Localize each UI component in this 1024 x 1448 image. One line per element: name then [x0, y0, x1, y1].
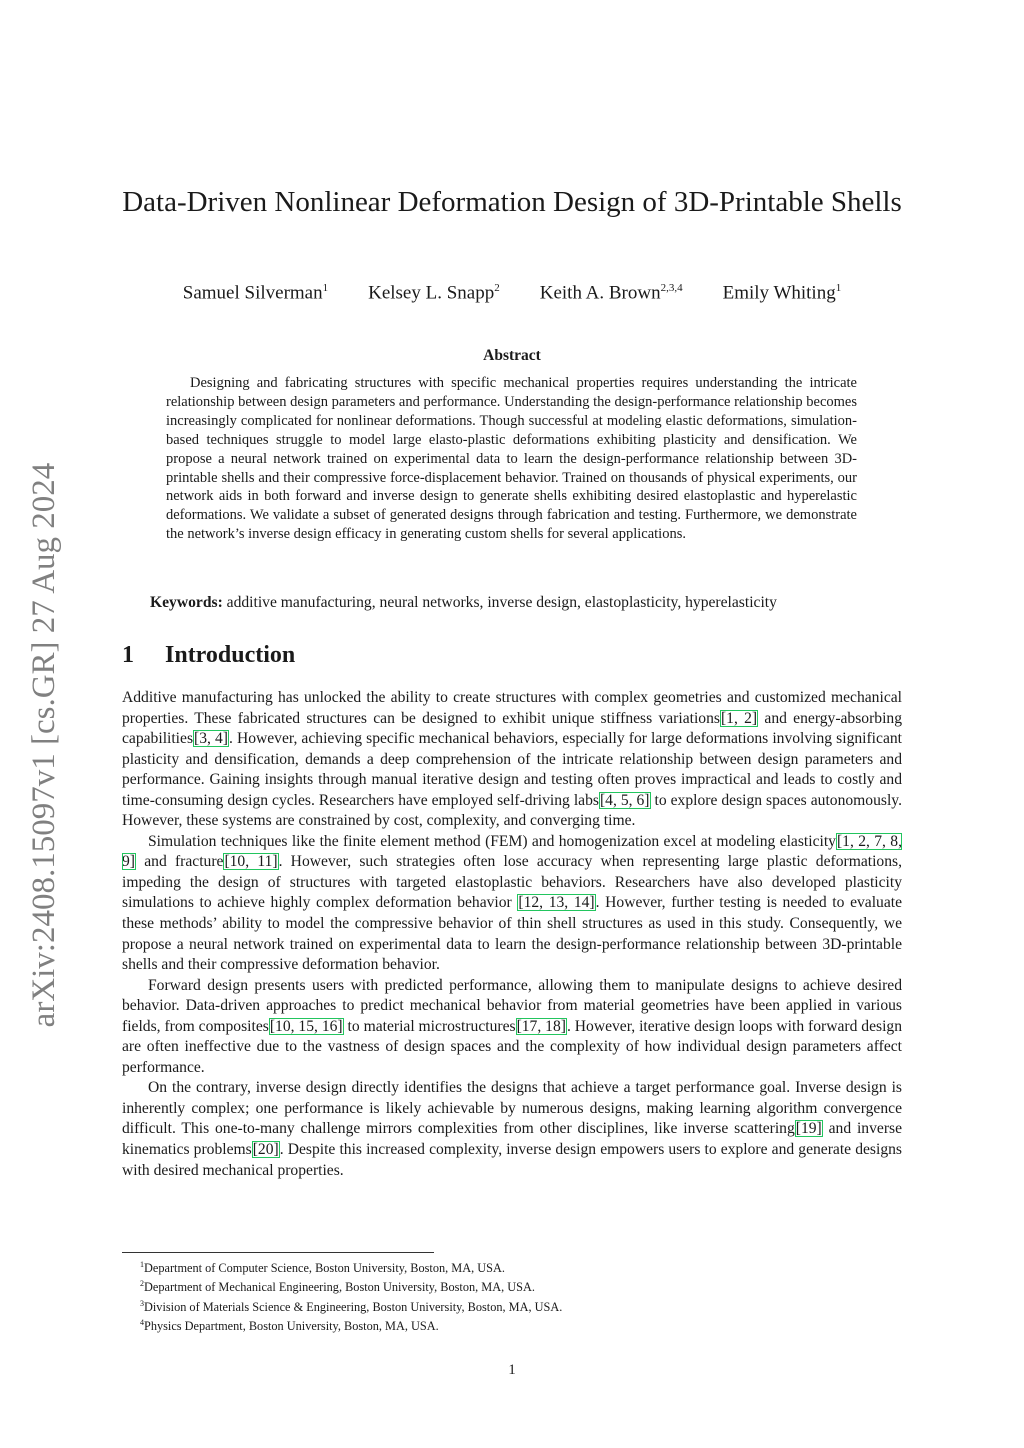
- text-run: . Despite this increased complexity, inverse design empowers users to explore and generate designs with desired mechanical properties.: [122, 1141, 902, 1179]
- author: [183, 282, 328, 304]
- citation-link[interactable]: [1, 2, 7, 8, 9]: [122, 832, 903, 871]
- author: [723, 282, 842, 304]
- text-run: and inverse kinematics problems: [122, 1120, 903, 1159]
- text-run: . However, iterative design loops with forward design are often ineffective due to the vastness of design spaces and the complexity of how individual design parameters affect performance.: [122, 1017, 903, 1076]
- footnote-text: Physics Department, Boston University, Boston, MA, USA.: [144, 1319, 439, 1334]
- keywords-text: additive manufacturing, neural networks, inverse design, elastoplasticity, hyperelasticity: [226, 594, 777, 611]
- paper-title: Data-Driven Nonlinear Deformation Design of 3D-Printable Shells: [122, 186, 902, 218]
- citation-link[interactable]: [10, 11]: [224, 853, 278, 871]
- footnote-text: Division of Materials Science & Engineering, Boston University, Boston, MA, USA.: [144, 1299, 563, 1314]
- text-run: and energy-absorbing capabilities: [122, 709, 903, 748]
- author-name: Emily Whiting: [722, 282, 836, 304]
- author-affiliation-mark: 1: [835, 282, 842, 294]
- footnote-divider: [122, 1252, 434, 1253]
- keywords: [150, 594, 910, 612]
- section-title: Introduction: [165, 642, 296, 668]
- paragraph: [122, 976, 902, 1079]
- author-name: Samuel Silverman: [182, 282, 323, 304]
- citation-link[interactable]: [12, 13, 14]: [518, 894, 595, 912]
- arxiv-identifier-stamp: arXiv:2408.15097v1 [cs.GR] 27 Aug 2024: [26, 462, 62, 1028]
- author-affiliation-mark: 2: [494, 282, 500, 294]
- footnote: [140, 1257, 900, 1276]
- footnote-mark: 1: [140, 1260, 144, 1269]
- text-run: and fracture: [136, 853, 224, 871]
- text-run: Additive manufacturing has unlocked the ability to create structures with complex geometries and customized mechanical properties. These fabricated structures can be designed to exhibit unique stiffness variations: [122, 689, 902, 727]
- paragraph: [122, 688, 902, 832]
- footnote-mark: 3: [140, 1298, 144, 1308]
- author-name: Kelsey L. Snapp: [368, 282, 495, 304]
- text-run: to explore design spaces autonomously. However, these systems are constrained by cost, complexity, and converging time.: [122, 791, 902, 830]
- text-run: to material microstructures: [343, 1017, 516, 1035]
- citation-link[interactable]: [1, 2]: [720, 709, 758, 727]
- author-name: Keith A. Brown: [539, 282, 661, 304]
- text-run: . However, further testing is needed to evaluate these methods’ ability to model the compressive behavior of thin shell structures as used in this study. Consequently, we propose a neural network trained on experimental data to learn the design-performance relationship between 3D-printable shells and their compressive deformation behavior.: [122, 894, 903, 974]
- footnotes: [140, 1257, 900, 1335]
- text-run: . However, achieving specific mechanical behaviors, especially for large deformations involving significant plasticity and densification, demands a deep comprehension of the intricate relationship between design parameters and performance. Gaining insights through manual iterative design and testing often proves impractical and leads to costly and time-consuming design cycles. Researchers have employed self-driving labs: [122, 730, 902, 809]
- footnote-mark: 2: [140, 1279, 144, 1289]
- citation-link[interactable]: [19]: [795, 1120, 822, 1138]
- author-affiliation-mark: 2,3,4: [660, 282, 683, 294]
- paragraph: [122, 1078, 902, 1181]
- footnote: [140, 1315, 900, 1334]
- footnote: [140, 1296, 900, 1315]
- author: [368, 282, 500, 304]
- author-affiliation-mark: 1: [322, 282, 329, 294]
- footnote-mark: 4: [140, 1318, 144, 1328]
- citation-link[interactable]: [3, 4]: [194, 730, 228, 748]
- paragraph: [122, 832, 902, 976]
- citation-link[interactable]: [20]: [252, 1141, 279, 1159]
- text-run: On the contrary, inverse design directly identifies the designs that achieve a target performance goal. Inverse design is inherently complex; one performance is likely achievable by numerous designs, making learning algorithm convergence difficult. This one-to-many challenge mirrors complexities from other disciplines, like inverse scattering: [122, 1079, 902, 1138]
- section-number: 1: [122, 642, 134, 668]
- abstract-heading: Abstract: [483, 347, 541, 364]
- text-run: . However, such strategies often lose accuracy when representing large plastic deformations, impeding the design of structures with targeted elastoplastic behaviors. Researchers have also developed plasticity simulations to achieve highly complex deformation behavior: [122, 853, 902, 912]
- citation-link[interactable]: [17, 18]: [516, 1017, 566, 1035]
- introduction-body: [122, 688, 902, 1181]
- text-run: Forward design presents users with predicted performance, allowing them to manipulate designs to achieve desired behavior. Data-driven approaches to predict mechanical behavior from material geometries have been applied in various fields, from composites: [122, 976, 902, 1035]
- author: [540, 282, 683, 304]
- section-heading: [122, 642, 295, 669]
- keywords-label: Keywords:: [150, 594, 223, 611]
- citation-link[interactable]: [10, 15, 16]: [269, 1017, 343, 1035]
- footnote: [140, 1276, 900, 1295]
- abstract-body: Designing and fabricating structures with specific mechanical properties requires understanding the intricate relationship between design parameters and performance. Understanding the design-performance relationship becomes increasingly complicated for nonlinear deformations. Though successful at modeling elastic deformations, simulation-based techniques struggle to model large elasto-plastic deformations exhibiting plasticity and densification. We propose a neural network trained on experimental data to learn the design-performance relationship between 3D-printable shells and their compressive force-displacement behavior. Trained on thousands of physical experiments, our network aids in both forward and inverse design to generate shells exhibiting desired elastoplastic and hyperelastic deformations. We validate a subset of generated designs through fabrication and testing. Furthermore, we demonstrate the network’s inverse design efficacy in generating custom shells for several applications.: [166, 375, 857, 543]
- text-run: Simulation techniques like the finite element method (FEM) and homogenization excel at modeling elasticity: [148, 832, 836, 850]
- page-number: 1: [508, 1362, 516, 1378]
- citation-link[interactable]: [4, 5, 6]: [599, 791, 650, 809]
- footnote-text: Department of Computer Science, Boston University, Boston, MA, USA.: [144, 1261, 505, 1276]
- footnote-text: Department of Mechanical Engineering, Boston University, Boston, MA, USA.: [144, 1280, 535, 1295]
- author-list: [122, 282, 902, 304]
